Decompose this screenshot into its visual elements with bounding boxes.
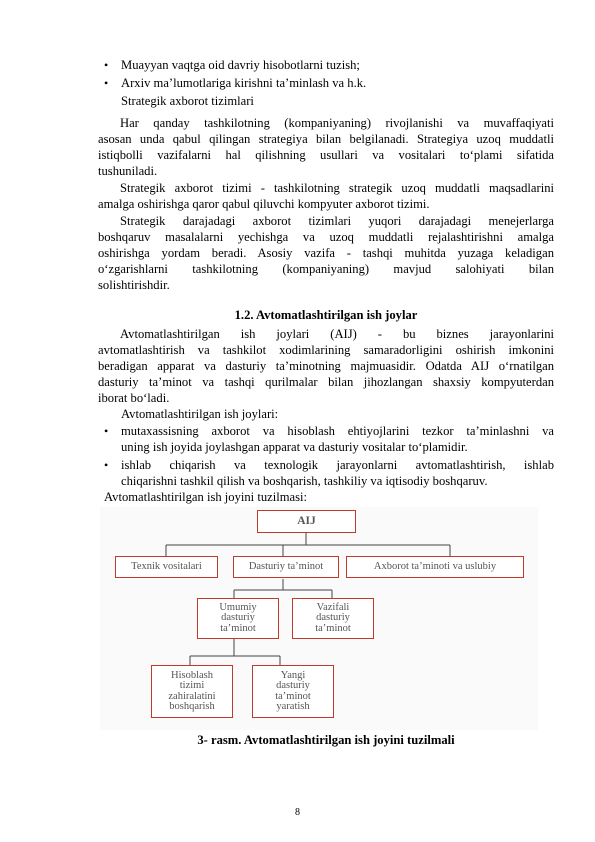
diagram-node-general: Umumiy dasturiy ta’minot bbox=[197, 598, 279, 639]
section-title: 1.2. Avtomatlashtirilgan ish joylar bbox=[234, 308, 418, 322]
diagram-node-info: Axborot ta’minoti va uslubiy bbox=[346, 556, 524, 578]
page-number: 8 bbox=[295, 807, 300, 818]
subheading: Strategik axborot tizimlari bbox=[121, 94, 254, 108]
diagram-node-functional: Vazifali dasturiy ta’minot bbox=[292, 598, 374, 639]
paragraph-line: asosan unda qabul qilingan strategiya bilan belgilanadi. Strategiya uzoq muddatli bbox=[98, 132, 554, 146]
paragraph-line: Avtomatlashtirilgan ish joylari (AIJ) - bu biznes jarayonlarini bbox=[120, 327, 554, 341]
bullet-icon: • bbox=[104, 76, 109, 90]
paragraph-line: istiqbolli vazifalarni hal qilishning usullari va vositalari to‘plami sifatida bbox=[98, 148, 554, 162]
bullet-icon: • bbox=[104, 424, 109, 438]
paragraph-line: beradigan apparat va dasturiy ta’minotning majmuasidir. Odatda AIJ o‘rnatilgan bbox=[98, 359, 554, 373]
list-item: Muayyan vaqtga oid davriy hisobotlarni tuzish; bbox=[121, 58, 360, 72]
list-item: chiqarishni tashkil qilish va boshqarish, tashkiliy va iqtisodiy boshqaruv. bbox=[121, 474, 488, 488]
bullet-icon: • bbox=[104, 458, 109, 472]
list-intro: Avtomatlashtirilgan ish joylari: bbox=[121, 407, 279, 421]
paragraph-line: Strategik axborot tizimi - tashkilotning strategik uzoq muddatli maqsadlarini bbox=[120, 181, 554, 195]
diagram-node-compute: Hisoblash tizimi zahiralatini boshqarish bbox=[151, 665, 233, 718]
diagram-node-software: Dasturiy ta’minot bbox=[233, 556, 339, 578]
list-item: ishlab chiqarish va texnologik jarayonlarni avtomatlashtirish, ishlab bbox=[121, 458, 554, 472]
paragraph-line: Har qanday tashkilotning (kompaniyaning) rivojlanishi va muvaffaqiyati bbox=[120, 116, 554, 130]
list-item: mutaxassisning axborot va hisoblash ehtiyojlarini tezkor ta’minlashni va bbox=[121, 424, 554, 438]
paragraph-line: o‘zgarishlarni tashkilotning (kompaniyaning) mavjud salohiyati bilan bbox=[98, 262, 554, 276]
structure-diagram bbox=[100, 507, 538, 730]
paragraph-line: solishtirishdir. bbox=[98, 278, 170, 292]
paragraph-line: dasturiy ta’minot va tashqi qurilmalar bilan jihozlangan shaxsiy kompyuterdan bbox=[98, 375, 554, 389]
diagram-node-aij: AIJ bbox=[257, 510, 356, 533]
list-item: Arxiv ma’lumotlariga kirishni ta’minlash va h.k. bbox=[121, 76, 367, 90]
diagram-node-technical: Texnik vositalari bbox=[115, 556, 218, 578]
diagram-node-newsoft: Yangi dasturiy ta’minot yaratish bbox=[252, 665, 334, 718]
diagram-intro: Avtomatlashtirilgan ish joyini tuzilmasi: bbox=[104, 490, 307, 504]
bullet-icon: • bbox=[104, 58, 109, 72]
paragraph-line: oshirishga yordam beradi. Asosiy vazifa - tashqi muhitda yuzaga keladigan bbox=[98, 246, 554, 260]
paragraph-line: tushuniladi. bbox=[98, 164, 158, 178]
figure-caption: 3- rasm. Avtomatlashtirilgan ish joyini tuzilmali bbox=[197, 733, 455, 747]
paragraph-line: avtomatlashtirish va tashkilot xodimlarining samaradorligini oshirish imkonini bbox=[98, 343, 554, 357]
paragraph-line: iborat bo‘ladi. bbox=[98, 391, 170, 405]
paragraph-line: boshqaruv masalalarni yechishga va uzoq muddatli rejalashtirishni amalga bbox=[98, 230, 554, 244]
paragraph-line: Strategik darajadagi axborot tizimlari yuqori darajadagi menejerlarga bbox=[120, 214, 554, 228]
list-item: uning ish joyida joylashgan apparat va dasturiy vositalar to‘plamidir. bbox=[121, 440, 468, 454]
paragraph-line: amalga oshirishga qaror qabul qiluvchi kompyuter axborot tizimi. bbox=[98, 197, 430, 211]
